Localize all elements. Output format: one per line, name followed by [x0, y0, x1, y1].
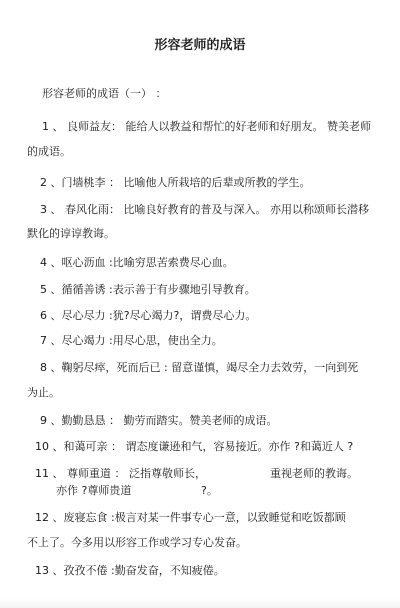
idiom-9: 9 、勤勤恳恳 ： 勤劳而踏实。赞美老师的成语。: [40, 414, 278, 427]
idiom-1-line-1: 1 、 良师益友： 能给人以教益和帮忙的好老师和好朋友。 赞美老师: [42, 120, 371, 133]
idiom-11-line-2: 亦作 ?尊师贵道: [56, 484, 132, 497]
idiom-11-line-1: 11 、 尊师重道 ： 泛指尊敬师长，: [35, 467, 206, 480]
idiom-4: 4 、呕心沥血 :比喻穷思苦索费尽心血。: [40, 256, 234, 269]
idiom-11-line-1-right: 重视老师的教诲。: [270, 467, 358, 480]
idiom-2: 2 、门墙桃李 ： 比喻他人所栽培的后辈或所教的学生。: [40, 176, 311, 189]
idiom-3-line-2: 默化的谆谆教诲。: [27, 227, 115, 240]
idiom-12-line-1: 12 、废寝忘食 :极言对某一件事专心一意，以致睡觉和吃饭都顾: [35, 511, 346, 524]
idiom-3-line-1: 3 、 春风化雨： 比喻良好教育的普及与深入。 亦用以称颂师长潜移: [40, 203, 369, 216]
idiom-5: 5 、循循善诱 :表示善于有步骤地引导教育。: [40, 283, 256, 296]
idiom-11-line-2-right: ?。: [201, 484, 218, 497]
idiom-8-line-2: 为止。: [27, 386, 60, 399]
page-title: 形容老师的成语: [154, 38, 246, 53]
page-bottom-shadow: [0, 598, 400, 608]
idiom-6: 6 、尽心尽力 :犹?尽心竭力?，谓费尽心力。: [40, 309, 257, 322]
idiom-1-line-2: 的成语。: [27, 145, 71, 158]
idiom-7: 7 、尽心竭力 :用尽心思，使出全力。: [40, 334, 223, 347]
idiom-8-line-1: 8 、鞠躬尽瘁，死而后已 : 留意谨慎，竭尽全力去效劳，一向到死: [40, 361, 359, 374]
idiom-12-line-2: 不上了。今多用以形容工作或学习专心发奋。: [27, 536, 247, 549]
idiom-13: 13 、孜孜不倦 :勤奋发奋，不知疲倦。: [35, 564, 225, 577]
idiom-10: 10 、和蔼可亲 ： 谓态度谦逊和气，容易接近。亦作 ?和蔼近人 ?: [35, 440, 354, 453]
section-heading: 形容老师的成语（一） ：: [42, 87, 167, 100]
